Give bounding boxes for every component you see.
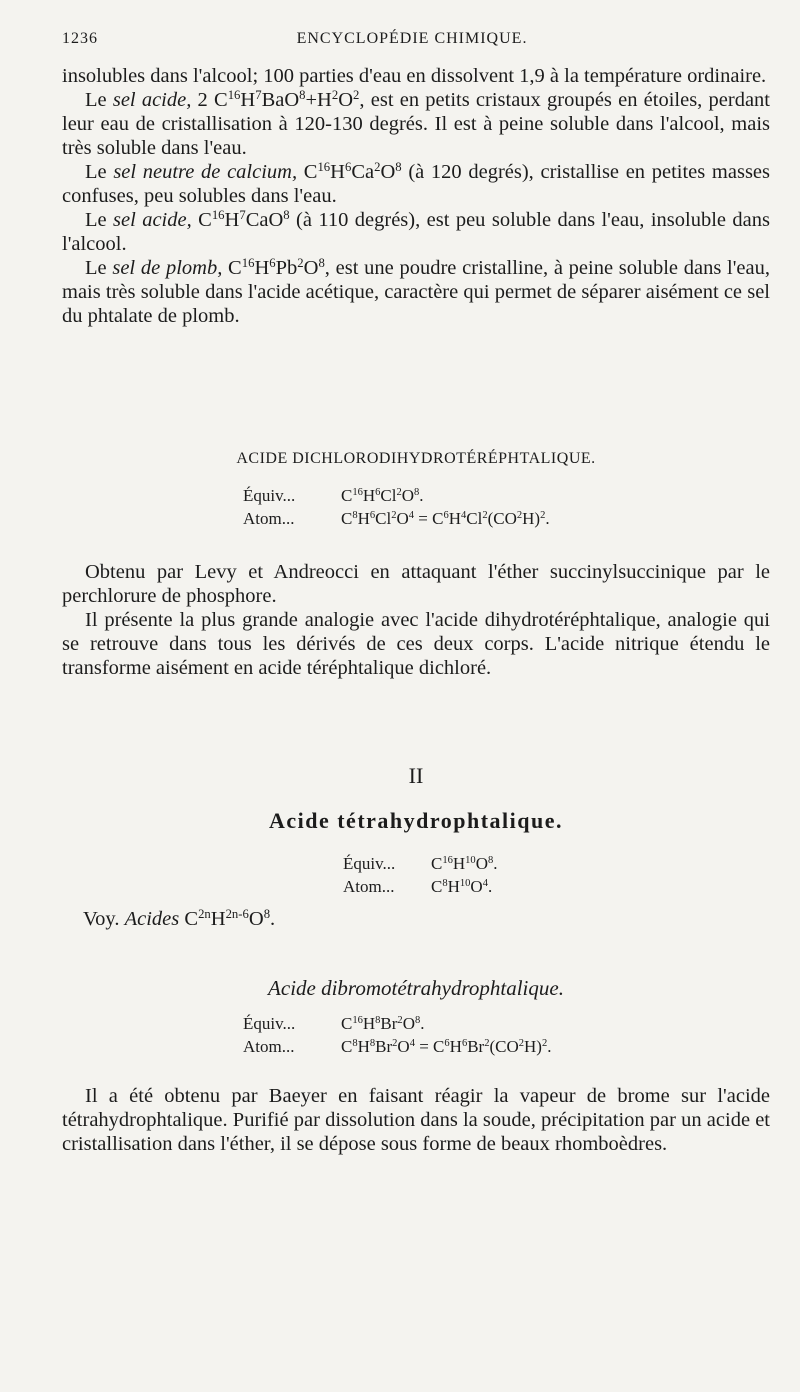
salt-name: sel neutre de calcium, xyxy=(113,161,298,183)
salt-name: sel de plomb, xyxy=(112,257,223,279)
section-number: II xyxy=(408,763,424,788)
paragraph-acid-salt: Le sel acide, 2 $C^{16}H^7BaO^8+H^2O^2$, est en petits cristaux groupés en étoiles, perdant leur eau de cristallisation à 120-130 degrés. Il est à peine soluble dans l'alcool, mais très soluble dans l'eau. xyxy=(62,88,770,159)
running-header xyxy=(62,30,762,56)
section-heading-dibromo: Acide dibromotétrahydrophtalique. xyxy=(268,976,564,1000)
atom-label: Atom... xyxy=(343,877,395,896)
paragraph-dibromo-preparation: Il a été obtenu par Baeyer en faisant réagir la vapeur de brome sur l'acide tétrahydrophtalique. Purifié par dissolution dans la soude, précipitation par un acide et cristallisation dans l'éther, il se dépose sous forme de beaux rhomboèdres. xyxy=(62,1085,770,1155)
paragraph-dichloro-preparation: Obtenu par Levy et Andreocci en attaquant l'éther succinylsuccinique par le perchlorure de phosphore. xyxy=(62,561,770,607)
equiv-label: Équiv... xyxy=(343,854,396,873)
equiv-label: Équiv... xyxy=(243,1014,296,1033)
paragraph-solubility: insolubles dans l'alcool; 100 parties d'eau en dissolvent 1,9 à la température ordinaire. xyxy=(62,65,767,87)
atom-label: Atom... xyxy=(243,509,295,528)
paragraph-acid-calcium-salt: Le sel acide, $C^{16}H^7CaO^8$ (à 110 degrés), est peu soluble dans l'eau, insoluble dans l'alcool. xyxy=(62,208,770,255)
salt-name: sel acide, xyxy=(112,89,192,111)
equiv-label: Équiv... xyxy=(243,486,296,505)
section-heading-tetrahydro: Acide tétrahydrophtalique. xyxy=(268,808,564,833)
paragraph-lead-salt: Le sel de plomb, $C^{16}H^6Pb^2O^8$, est une poudre cristalline, à peine soluble dans l'eau, mais très soluble dans l'acide acétique, caractère qui permet de séparer aisément ce sel du phtalate de plomb. xyxy=(62,256,770,327)
running-title: ENCYCLOPÉDIE CHIMIQUE. xyxy=(296,30,528,47)
salt-name: sel acide, xyxy=(113,209,192,231)
paragraph-dichloro-properties: Il présente la plus grande analogie avec l'acide dihydrotéréphtalique, analogie qui se retrouve dans tous les dérivés de ces deux corps. L'acide nitrique étendu le transforme aisément en acide téréphtalique dichloré. xyxy=(62,609,770,679)
page-number: 1236 xyxy=(62,30,98,47)
formula-tetrahydro: Équiv... $C^{16}H^{10}O^8$. Atom... $C^8H^{10}O^4$. xyxy=(343,854,498,896)
formula-dichloro: Équiv... $C^{16}H^6Cl^2O^8$. Atom... $C^8H^6Cl^2O^4 = C^6H^4Cl^2(CO^2H)^2$. xyxy=(243,486,550,528)
text-block-dibromo xyxy=(62,1084,770,1156)
formula-dibromo: Équiv... $C^{16}H^8Br^2O^8$. Atom... $C^8H^8Br^2O^4 = C^6H^6Br^2(CO^2H)^2$. xyxy=(243,1014,552,1056)
text-block-dichloro xyxy=(62,560,770,680)
cross-reference: Voy. Acides $C^{2n}H^{2n-6}O^8$. xyxy=(83,907,276,930)
atom-label: Atom... xyxy=(243,1037,295,1056)
text-block-salts xyxy=(62,64,770,328)
paragraph-calcium-salt: Le sel neutre de calcium, $C^{16}H^6Ca^2O^8$ (à 120 degrés), cristallise en petites masses confuses, peu solubles dans l'eau. xyxy=(62,160,771,207)
section-heading-dichloro: ACIDE DICHLORODIHYDROTÉRÉPHTALIQUE. xyxy=(236,450,596,467)
